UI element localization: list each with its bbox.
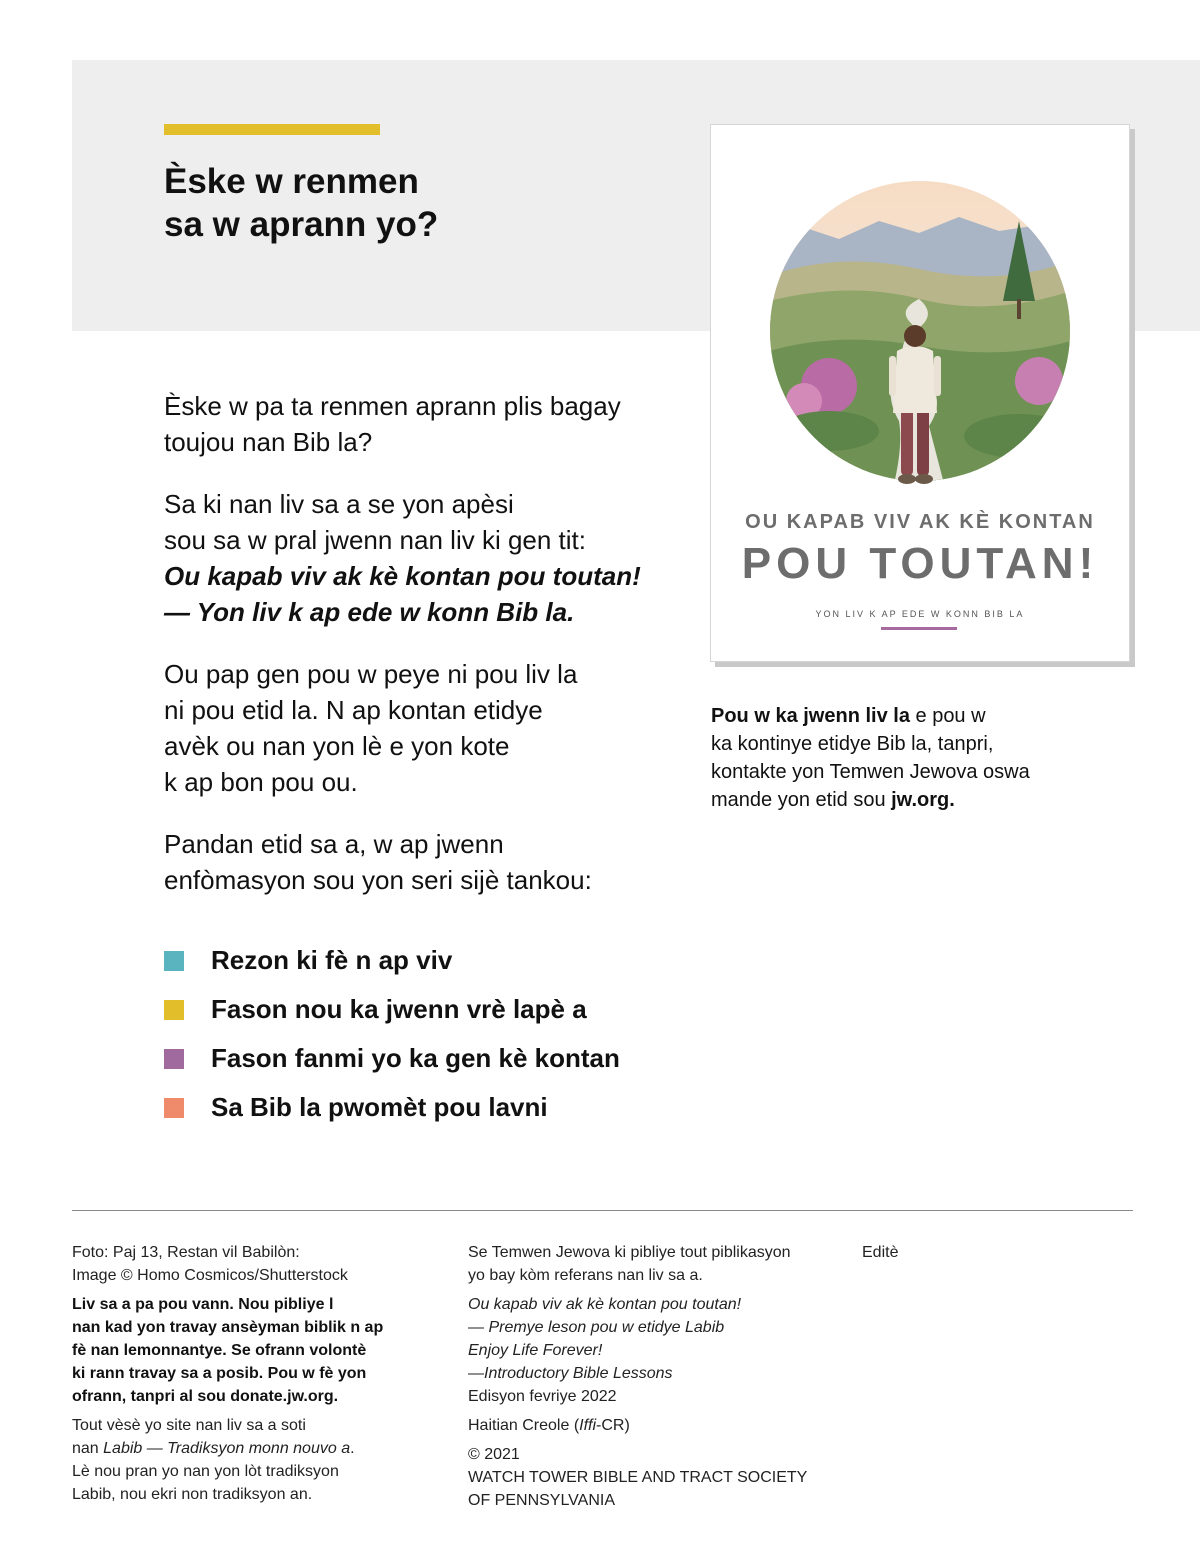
publisher-label: Editè [862,1244,899,1261]
translation-note: Tout vèsè yo site nan liv sa a soti nan Labib — Tradiksyon monn nouvo a. Lè nou pran yo nan yon lòt tradiksyon Labib, nou ekri non tradiksyon an. [72,1417,355,1503]
reference-note: Se Temwen Jewova ki pibliye tout piblikasyon yo bay kòm referans nan liv sa a. [468,1244,791,1284]
headline-line: Èske w renmen [164,162,419,201]
footer-column-credits [72,1241,422,1512]
paragraph: Ou pap gen pou w peye ni pou liv la ni pou etid la. N ap kontan etidye avèk ou nan yon lè e yon kote k ap bon pou ou. [164,659,578,797]
book-cover [710,124,1130,662]
square-bullet-icon [164,1000,184,1020]
topic-label: Rezon ki fè n ap viv [211,945,453,975]
copyright: © 2021 WATCH TOWER BIBLE AND TRACT SOCIETY OF PENNSYLVANIA [468,1446,808,1509]
topic-list [164,936,684,1132]
square-bullet-icon [164,951,184,971]
topic-label: Sa Bib la pwomèt pou lavni [211,1092,548,1122]
paragraph: Pandan etid sa a, w ap jwenn enfòmasyon sou yon seri sijè tankou: [164,829,592,895]
list-item [164,985,684,1034]
square-bullet-icon [164,1049,184,1069]
topic-label: Fason fanmi yo ka gen kè kontan [211,1043,620,1073]
cover-subtitle: YON LIV K AP EDE W KONN BIB LA [815,609,1025,619]
publication-info: Ou kapab viv ak kè kontan pou toutan! — Premye leson pou w etidye Labib Enjoy Life Forever! —Introductory Bible Lessons Edisyon fevriye 2022 [468,1296,742,1405]
cover-title: OU KAPAB VIV AK KÈ KONTAN [745,511,1095,533]
paragraph: Sa ki nan liv sa a se yon apèsi sou sa w pral jwenn nan liv ki gen tit: Ou kapab viv ak kè kontan pou toutan! — Yon liv k ap ede w konn Bib la. [164,489,641,627]
accent-rule [164,124,380,135]
body-text [164,388,684,924]
page-title [164,160,644,246]
book-subtitle: — Yon liv k ap ede w konn Bib la. [164,597,575,627]
list-item [164,936,684,985]
cover-accent-rule [881,627,957,630]
headline-line: sa w aprann yo? [164,205,439,244]
list-item [164,1083,684,1132]
book-title: Ou kapab viv ak kè kontan pou toutan! [164,561,641,591]
footer-divider [72,1210,1133,1211]
landscape-illustration [769,181,1071,503]
side-note: Pou w ka jwenn liv la e pou w ka kontinye etidye Bib la, tanpri, kontakte yon Temwen Jewova oswa mande yon etid sou jw.org. [711,705,1030,811]
photo-credit: Foto: Paj 13, Restan vil Babilòn: Image © Homo Cosmicos/Shutterstock [72,1244,348,1284]
side-note-lead: Pou w ka jwenn liv la [711,705,910,727]
footer-column-publication [468,1241,828,1518]
topic-label: Fason nou ka jwenn vrè lapè a [211,994,587,1024]
paragraph: Èske w pa ta renmen aprann plis bagay toujou nan Bib la? [164,391,621,457]
square-bullet-icon [164,1098,184,1118]
cover-title-large: POU TOUTAN! [741,539,1099,588]
jw-org-link[interactable]: jw.org. [891,789,955,811]
footer-column-publisher [862,1241,1062,1270]
donation-note: Liv sa a pa pou vann. Nou pibliye l nan kad yon travay ansèyman biblik n ap fè nan lemonnantye. Se ofrann volontè ki rann travay sa a posib. Pou w fè yon ofrann, tanpri al sou donate.jw.org. [72,1296,384,1405]
list-item [164,1034,684,1083]
language-code: Haitian Creole (Iffi-CR) [468,1417,630,1434]
